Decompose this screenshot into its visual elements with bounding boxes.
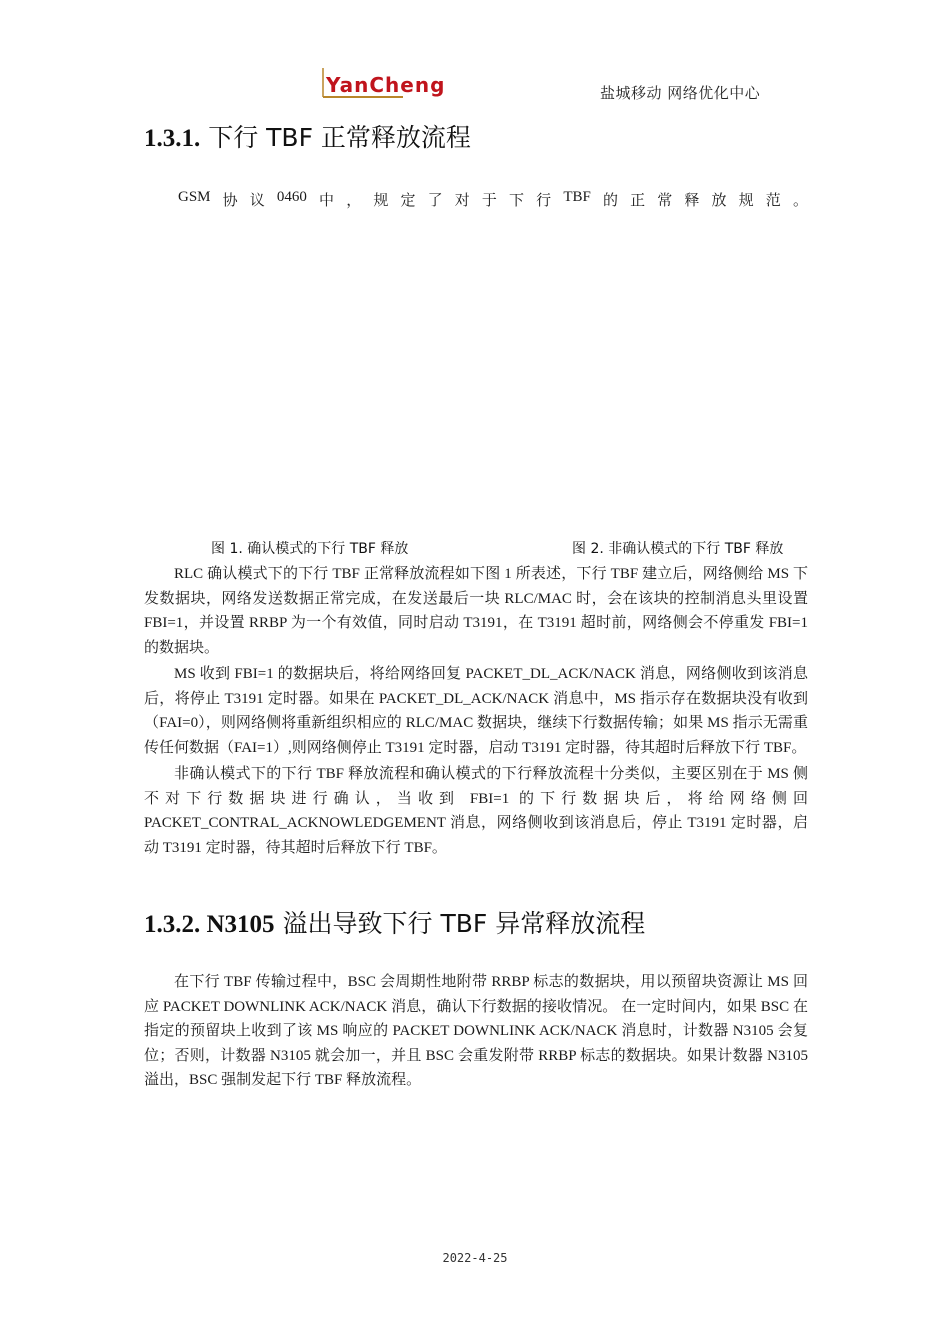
intro-token: 协 [222, 193, 238, 209]
intro-line [178, 189, 808, 210]
intro-token: 行 [536, 193, 552, 209]
intro-token: 中 [319, 193, 335, 209]
company-logo [322, 68, 446, 98]
intro-token: 的 [602, 193, 618, 209]
intro-token: 常 [657, 193, 673, 209]
section-title: 下行 TBF 正常释放流程 [208, 123, 471, 152]
intro-token: 下 [509, 193, 525, 209]
intro-token: 议 [249, 193, 265, 209]
intro-token: 。 [792, 193, 808, 209]
section-title: 溢出导致下行 TBF 异常释放流程 [282, 909, 646, 938]
section-number: 1.3.2. N3105 [144, 911, 275, 938]
section-heading-2 [144, 904, 645, 940]
intro-token: 于 [481, 193, 497, 209]
intro-token: 对 [454, 193, 470, 209]
intro-token: GSM [178, 189, 211, 205]
svg-text:YanCheng: YanCheng [326, 73, 446, 97]
paragraph: MS 收到 FBI=1 的数据块后，将给网络回复 PACKET_DL_ACK/NACK 消息，网络侧收到该消息后，将停止 T3191 定时器。如果在 PACKET_DL_ACK/NACK 消息中，MS 指示存在数据块没有收到（FAI=0），则网络侧将重新组织相应的 RLC/MAC 数据块，继续下行数据传输；如果 MS 指示无需重传任何数据（FAI=1）,则网络侧停止 T3191 定时器，启动 T3191 定时器，待其超时后释放下行 TBF。 [144, 666, 808, 756]
paragraph: RLC 确认模式下的下行 TBF 正常释放流程如下图 1 所表述，下行 TBF 建立后，网络侧给 MS 下发数据块，网络发送数据正常完成，在发送最后一块 RLC/MAC 时，会在该块的控制消息头里设置 FBI=1，并设置 RRBP 为一个有效值，同时启动 T3191，在 T3191 超时前，网络侧会不停重发 FBI=1 的数据块。 [144, 566, 808, 656]
intro-token: 定 [400, 193, 416, 209]
section-heading-1 [144, 118, 471, 154]
figure-caption-2: 图 2. 非确认模式的下行 TBF 释放 [572, 541, 784, 557]
section2-body [144, 970, 808, 1095]
intro-token: 范 [765, 193, 781, 209]
intro-token: 了 [427, 193, 443, 209]
header-organization: 盐城移动 网络优化中心 [600, 84, 761, 102]
footer-date: 2022-4-25 [442, 1251, 508, 1265]
figure-placeholder [144, 225, 808, 530]
section-number: 1.3.1. [144, 125, 201, 152]
paragraph: 非确认模式下的下行 TBF 释放流程和确认模式的下行释放流程十分类似，主要区别在于 MS 侧不对下行数据块进行确认，当收到 FBI=1 的下行数据块后，将给网络侧回 PACKET_CONTRAL_ACKNOWLEDGEMENT 消息，网络侧收到该消息后，停止 T3191 定时器，启动 T3191 定时器，待其超时后释放下行 TBF。 [144, 766, 808, 856]
intro-token: 放 [711, 193, 727, 209]
section1-body [144, 562, 808, 862]
intro-token: 规 [373, 193, 389, 209]
figure-caption-1: 图 1. 确认模式的下行 TBF 释放 [211, 541, 409, 557]
intro-token: TBF [563, 189, 591, 205]
intro-token: 释 [684, 193, 700, 209]
intro-token: 正 [630, 193, 646, 209]
intro-token: 规 [738, 193, 754, 209]
paragraph: 在下行 TBF 传输过程中，BSC 会周期性地附带 RRBP 标志的数据块，用以预留块资源让 MS 回应 PACKET DOWNLINK ACK/NACK 消息，确认下行数据的接收情况。 在一定时间内，如果 BSC 在指定的预留块上收到了该 MS 响应的 PACKET DOWNLINK ACK/NACK 消息时，计数器 N3105 会复位；否则，计数器 N3105 就会加一，并且 BSC 会重发附带 RRBP 标志的数据块。如果计数器 N3105 溢出，BSC 强制发起下行 TBF 释放流程。 [144, 974, 808, 1088]
intro-token: ， [346, 193, 362, 209]
intro-token: 0460 [276, 189, 307, 205]
